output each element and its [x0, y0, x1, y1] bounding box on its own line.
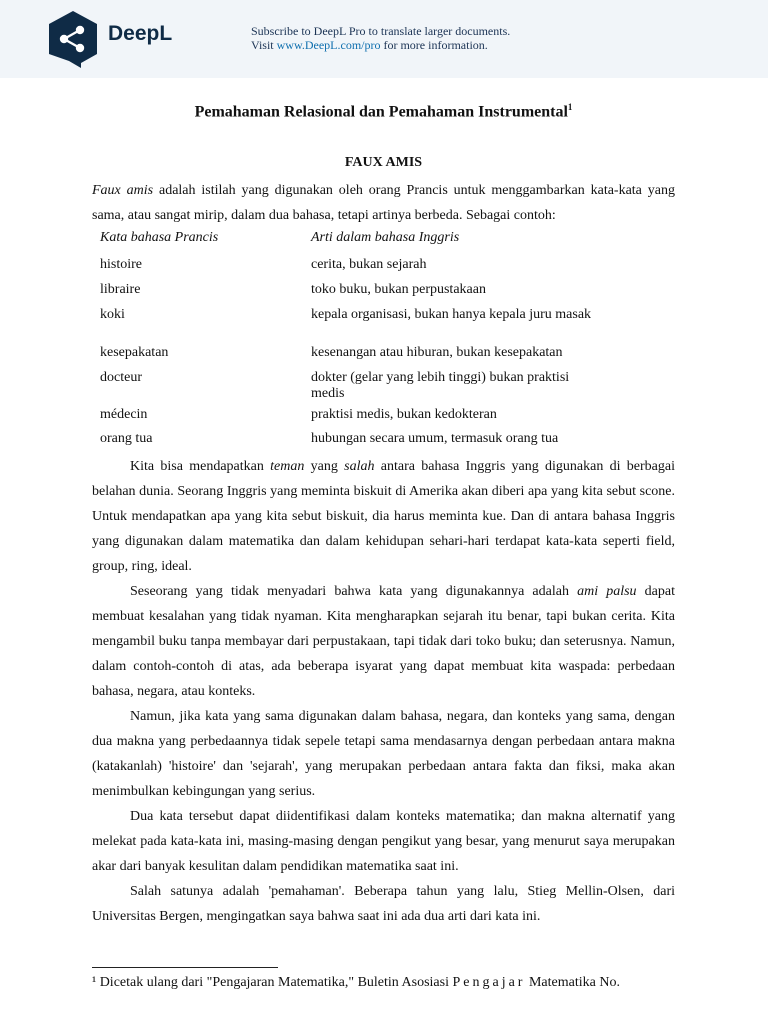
deepl-logo-icon[interactable]: [47, 10, 99, 68]
vocab-english: toko buku, bukan perpustakaan: [311, 282, 486, 297]
paragraph-1: [92, 454, 675, 579]
body-paragraphs: [92, 454, 675, 929]
document-title: [92, 102, 675, 121]
vocab-header-french: Kata bahasa Prancis: [100, 230, 219, 245]
deepl-brand-name: DeepL: [108, 22, 173, 45]
section-heading: FAUX AMIS: [344, 155, 423, 170]
vocab-french: docteur: [100, 370, 142, 385]
p2-text-b: dapat membuat kesalahan yang tidak nyaman. Kita mengharapkan sejarah itu benar, tapi bukan cerita. Kita mengambil buku tanpa membayar dari perpustakaan, tapi tidak dari toko buku; dan seterusnya. Namun, dalam contoh-contoh di atas, ada beberapa isyarat yang dapat membuat kita waspada: perbedaan bahasa, negara, atau konteks.: [92, 584, 675, 699]
title-footnote-mark: 1: [567, 102, 573, 112]
promo-tail: for more information.: [380, 38, 488, 52]
vocab-french: orang tua: [100, 431, 153, 446]
vocab-french: kesepakatan: [100, 345, 169, 360]
footnote: [92, 974, 675, 992]
deepl-pro-link[interactable]: www.DeepL.com/pro: [276, 38, 381, 52]
vocab-english: dokter (gelar yang lebih tinggi) bukan praktisi medis: [311, 370, 570, 401]
promo-text: [251, 24, 510, 52]
footnote-text-b: Matematika No.: [525, 975, 620, 990]
vocab-english: kepala organisasi, bukan hanya kepala juru masak: [311, 307, 592, 322]
deepl-banner: [0, 0, 768, 78]
paragraph-4: Dua kata tersebut dapat diidentifikasi dalam konteks matematika; dan makna alternatif yang melekat pada kata-kata ini, masing-masing dengan pengikut yang besar, yang menurut saya merupakan akar dari banyak kesulitan dalam pendidikan matematika saat ini.: [92, 809, 675, 874]
vocab-french: médecin: [100, 407, 148, 422]
vocab-english: kesenangan atau hiburan, bukan kesepakatan: [311, 345, 563, 360]
p1-text-a: Kita bisa mendapatkan: [130, 459, 271, 474]
p2-term: ami palsu: [577, 584, 637, 599]
paragraph-3: Namun, jika kata yang sama digunakan dalam bahasa, negara, dan konteks yang sama, dengan dua makna yang perbedaannya tidak sepele tetapi sama mendasarnya dengan perbedaan antara makna (katakanlah) 'histoire' dan 'sejarah', yang merupakan perbedaan antara fakta dan fiksi, maka akan menimbulkan kebingungan yang serius.: [92, 709, 675, 799]
p1-term-teman: teman: [270, 459, 305, 474]
p1-text-c: antara bahasa Inggris yang digunakan di berbagai belahan dunia. Seorang Inggris yang meminta biskuit di Amerika akan diberi apa yang kita sebut scone. Untuk mendapatkan apa yang kita sebut biskuit, dia harus meminta kue. Dan di antara bahasa Inggris yang digunakan dalam matematika dan dalam kehidupan sehari-hari terdapat kata-kata seperti field, group, ring, ideal.: [92, 459, 676, 574]
intro-term: Faux amis: [92, 183, 154, 198]
intro-paragraph: [92, 178, 675, 228]
intro-rest: adalah istilah yang digunakan oleh orang Prancis untuk menggambarkan kata-kata yang sama, atau sangat mirip, dalam dua bahasa, tetapi artinya berbeda. Sebagai contoh:: [92, 183, 675, 223]
paragraph-2: [92, 579, 675, 704]
vocab-header-english: Arti dalam bahasa Inggris: [311, 230, 460, 245]
footnote-divider: [92, 967, 278, 968]
p1-text-b: yang: [304, 459, 345, 474]
vocab-french: koki: [100, 307, 125, 322]
vocab-english: praktisi medis, bukan kedokteran: [311, 407, 497, 422]
title-text: Pemahaman Relasional dan Pemahaman Instrumental: [194, 103, 568, 121]
p1-term-salah: salah: [344, 459, 375, 474]
footnote-text-a: ¹ Dicetak ulang dari "Pengajaran Matematika," Buletin Asosiasi: [92, 975, 453, 990]
promo-line-1: Subscribe to DeepL Pro to translate larger documents.: [251, 24, 511, 38]
p2-text-a: Seseorang yang tidak menyadari bahwa kata yang digunakannya adalah: [130, 584, 578, 599]
promo-line-2: [251, 38, 510, 52]
promo-visit: Visit: [251, 38, 277, 52]
vocab-french: libraire: [100, 282, 141, 297]
footnote-spaced-word: Pengajar: [452, 975, 526, 990]
vocab-english: hubungan secara umum, termasuk orang tua: [311, 431, 559, 446]
paragraph-5: Salah satunya adalah 'pemahaman'. Beberapa tahun yang lalu, Stieg Mellin-Olsen, dari Universitas Bergen, mengingatkan saya bahwa saat ini ada dua arti dari kata ini.: [92, 884, 675, 924]
vocab-french: histoire: [100, 257, 142, 272]
vocab-english: cerita, bukan sejarah: [311, 257, 427, 272]
